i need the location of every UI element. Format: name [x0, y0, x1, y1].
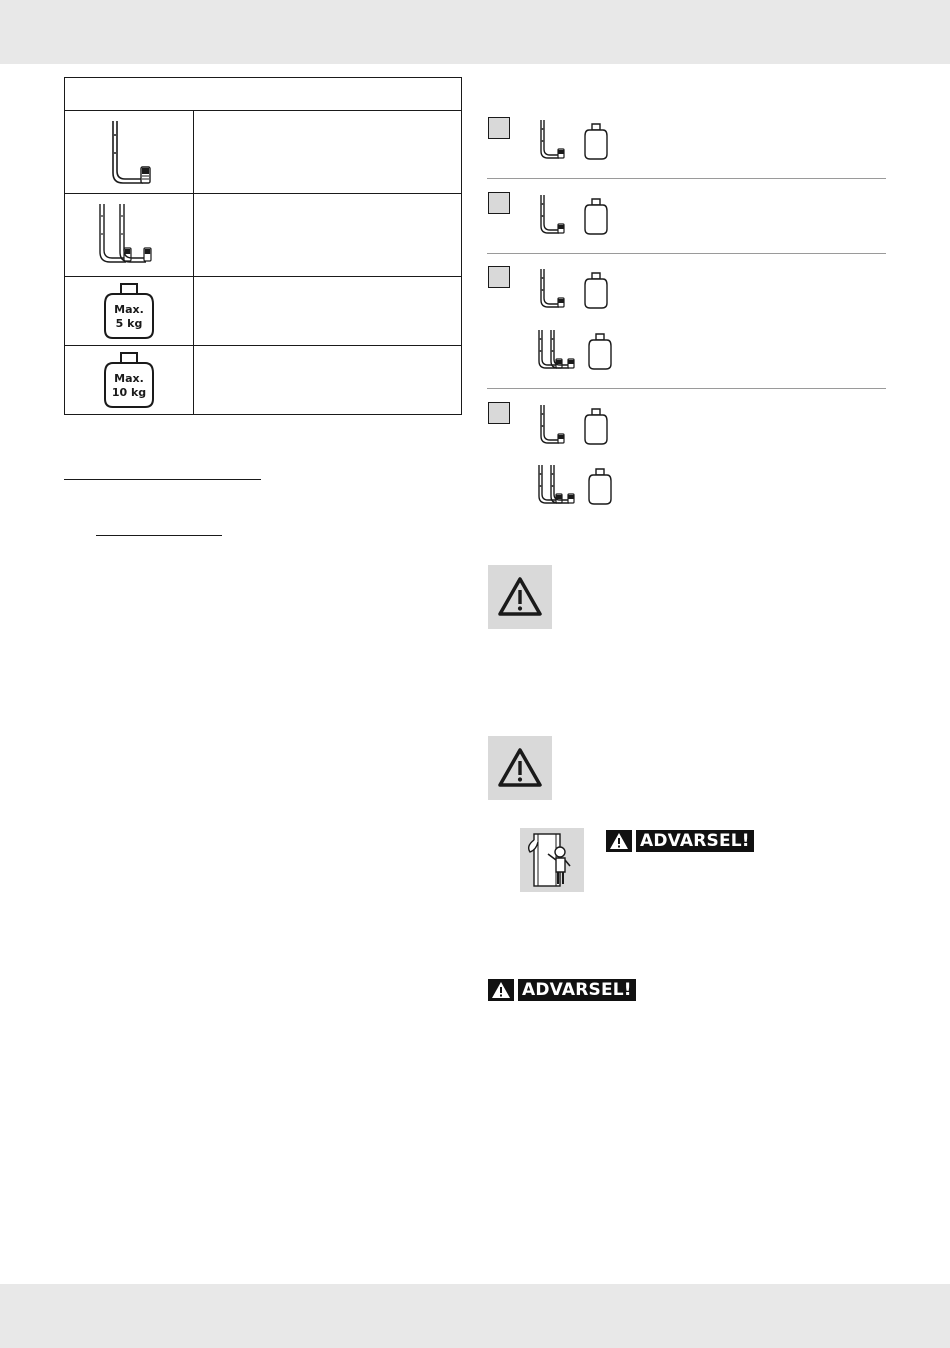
double-hook-icon: [65, 194, 194, 276]
symbols-table-row: [65, 277, 461, 346]
symbols-table-row: [65, 346, 461, 414]
number-box: [488, 117, 510, 139]
footer-band: [0, 1284, 950, 1348]
number-box: [488, 192, 510, 214]
heading-underline: [64, 479, 261, 480]
weight-max-label: Max.: [114, 372, 144, 385]
warning-triangle-icon: [488, 979, 514, 1001]
symbols-table-row: [65, 194, 461, 277]
number-box: [488, 266, 510, 288]
warning-triangle-icon: [488, 736, 552, 800]
single-hook-icon: [65, 111, 194, 193]
advarsel-warning-label: [606, 830, 754, 852]
symbols-table-description: [194, 277, 461, 345]
symbols-table-row: [65, 111, 461, 194]
double-hook-with-weight-icon: [536, 326, 616, 374]
symbols-table-description: [194, 111, 461, 193]
single-hook-with-weight-icon: [538, 401, 614, 447]
weight-value-label: 10 kg: [111, 386, 147, 399]
symbols-table-description: [194, 346, 461, 414]
warning-triangle-icon: [488, 565, 552, 629]
child-safety-icon: [520, 828, 584, 892]
weight-max-label: Max.: [114, 303, 144, 316]
symbols-table-header: [65, 78, 461, 111]
subheading-underline: [96, 535, 222, 536]
advarsel-text: ADVARSEL!: [636, 830, 754, 852]
advarsel-warning-label: [488, 979, 636, 1001]
weight-value-label: 5 kg: [115, 317, 143, 330]
row-divider: [487, 178, 886, 179]
advarsel-text: ADVARSEL!: [518, 979, 636, 1001]
symbols-table-description: [194, 194, 461, 276]
weight-10kg-icon: [65, 346, 194, 414]
symbols-table: [64, 77, 462, 415]
double-hook-with-weight-icon: [536, 461, 616, 509]
single-hook-with-weight-icon: [538, 191, 614, 237]
header-band: [0, 0, 950, 64]
number-box: [488, 402, 510, 424]
warning-triangle-icon: [606, 830, 632, 852]
weight-5kg-icon: [65, 277, 194, 345]
row-divider: [487, 253, 886, 254]
single-hook-with-weight-icon: [538, 116, 614, 162]
row-divider: [487, 388, 886, 389]
single-hook-with-weight-icon: [538, 265, 614, 311]
